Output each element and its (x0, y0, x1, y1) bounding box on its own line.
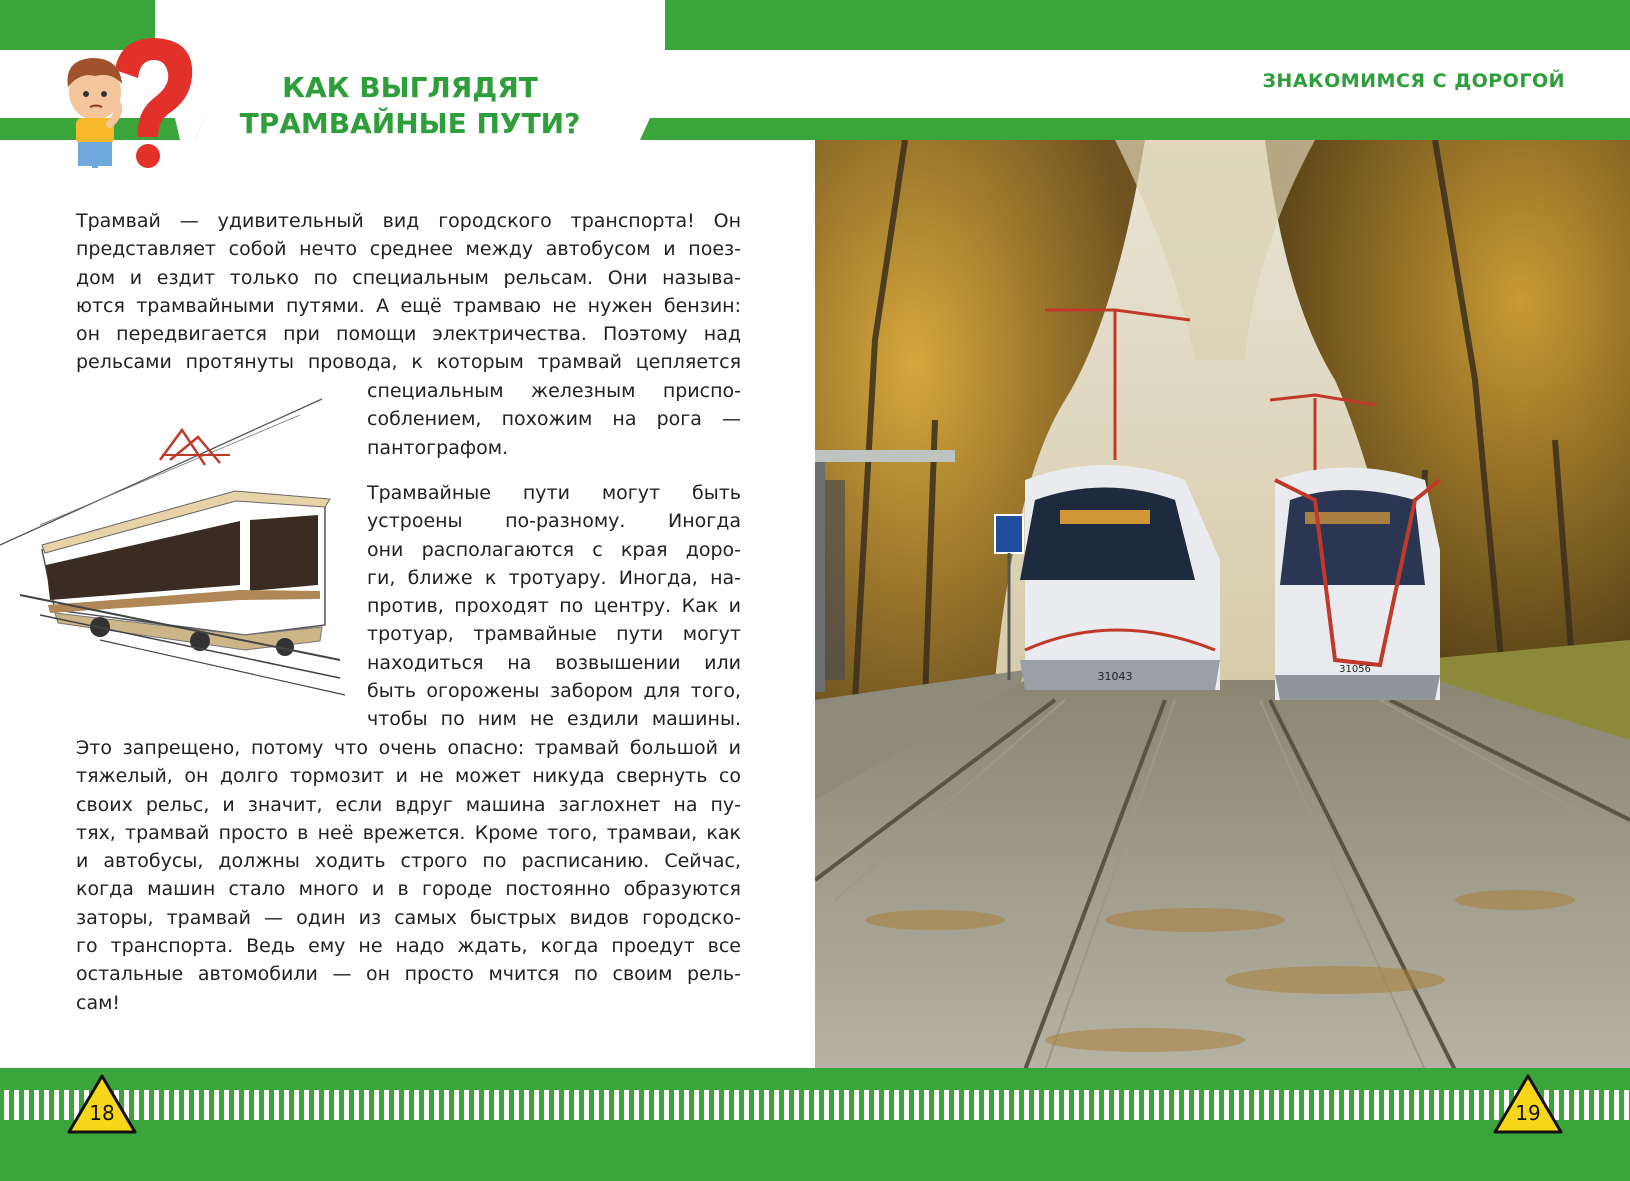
footer-stripe (1284, 1090, 1289, 1120)
footer-stripe (574, 1090, 579, 1120)
text-line: остальные автомобили — он просто мчится по своим рель- (76, 963, 741, 986)
footer-stripe (394, 1090, 399, 1120)
footer-stripe (944, 1090, 949, 1120)
footer-stripe (374, 1090, 379, 1120)
footer-stripe (1454, 1090, 1459, 1120)
footer-stripe (1384, 1090, 1389, 1120)
footer-stripe (1044, 1090, 1049, 1120)
footer-stripe (444, 1090, 449, 1120)
footer-stripe (404, 1090, 409, 1120)
footer-stripe (514, 1090, 519, 1120)
footer-stripe (1204, 1090, 1209, 1120)
footer-stripe (1434, 1090, 1439, 1120)
footer-stripe (614, 1090, 619, 1120)
page-title (205, 70, 615, 142)
footer-stripe (1124, 1090, 1129, 1120)
footer-stripe (224, 1090, 229, 1120)
footer-stripe (1104, 1090, 1109, 1120)
footer-stripe (1194, 1090, 1199, 1120)
footer-stripe (954, 1090, 959, 1120)
footer-stripe (1464, 1090, 1469, 1120)
footer-stripe (934, 1090, 939, 1120)
footer-stripe (1604, 1090, 1609, 1120)
footer-stripe (794, 1090, 799, 1120)
text-line: когда машин стало много и в городе постоянно образуются (76, 878, 741, 901)
footer-stripe (1174, 1090, 1179, 1120)
question-boy-icon (50, 32, 200, 177)
footer-stripe (1624, 1090, 1629, 1120)
footer-stripe (914, 1090, 919, 1120)
footer-stripe (1024, 1090, 1029, 1120)
footer-stripe (434, 1090, 439, 1120)
tram-left-number: 31043 (1097, 670, 1133, 683)
footer-stripe (734, 1090, 739, 1120)
tram-illustration (0, 395, 360, 710)
paragraph-2-continued (76, 734, 741, 1017)
footer-stripe (354, 1090, 359, 1120)
footer-stripe (1164, 1090, 1169, 1120)
footer-stripe (1144, 1090, 1149, 1120)
footer-stripe (764, 1090, 769, 1120)
text-line: чтобы по ним не ездили машины. (367, 708, 741, 731)
footer-stripe (964, 1090, 969, 1120)
footer-stripe (1274, 1090, 1279, 1120)
footer-stripe (324, 1090, 329, 1120)
text-line: заторы, трамвай — один из самых быстрых видов городско- (76, 906, 741, 929)
footer-stripe (1084, 1090, 1089, 1120)
footer-stripe (884, 1090, 889, 1120)
footer-stripe (704, 1090, 709, 1120)
footer-stripe (1294, 1090, 1299, 1120)
footer-stripe (1354, 1090, 1359, 1120)
footer-stripe (654, 1090, 659, 1120)
footer-stripe (464, 1090, 469, 1120)
footer-stripe (1584, 1090, 1589, 1120)
text-line: Трамвай — удивительный вид городского транспорта! Он (76, 210, 741, 232)
footer-stripe (1404, 1090, 1409, 1120)
footer-stripe (364, 1090, 369, 1120)
text-line: ются трамвайными путями. А ещё трамваю не нужен бензин: (76, 294, 741, 317)
footer-stripe (744, 1090, 749, 1120)
footer-stripe (254, 1090, 259, 1120)
footer-stripe (1114, 1090, 1119, 1120)
text-line: своих рельс, и значит, если вдруг машина заглохнет на пу- (76, 793, 741, 816)
footer-stripe (34, 1090, 39, 1120)
text-line: пантографом. (367, 436, 509, 459)
footer-stripe (1554, 1090, 1559, 1120)
footer-stripe (1374, 1090, 1379, 1120)
footer-stripe (1444, 1090, 1449, 1120)
footer-stripe (1004, 1090, 1009, 1120)
footer-stripe (924, 1090, 929, 1120)
footer-stripe (1054, 1090, 1059, 1120)
footer-stripe (214, 1090, 219, 1120)
footer-stripe (624, 1090, 629, 1120)
footer-stripe (1594, 1090, 1599, 1120)
text-line: он передвигается при помощи электричества. Поэтому над (76, 323, 741, 346)
footer-stripe (1394, 1090, 1399, 1120)
footer-stripe (534, 1090, 539, 1120)
footer-stripe (24, 1090, 29, 1120)
footer-stripe (194, 1090, 199, 1120)
footer-stripe (714, 1090, 719, 1120)
footer-stripe (564, 1090, 569, 1120)
footer-stripe (134, 1090, 139, 1120)
footer-stripe (1304, 1090, 1309, 1120)
footer-stripe (304, 1090, 309, 1120)
footer-stripe (1314, 1090, 1319, 1120)
footer-stripe (204, 1090, 209, 1120)
footer-stripe (344, 1090, 349, 1120)
footer-stripe (754, 1090, 759, 1120)
footer-stripe (14, 1090, 19, 1120)
footer-stripe (244, 1090, 249, 1120)
section-label: ЗНАКОМИМСЯ С ДОРОГОЙ (1262, 70, 1565, 92)
footer-stripe (1564, 1090, 1569, 1120)
footer-stripe (1494, 1090, 1499, 1120)
footer-stripe (174, 1090, 179, 1120)
footer-stripe (774, 1090, 779, 1120)
footer-stripe (484, 1090, 489, 1120)
footer-stripe (1014, 1090, 1019, 1120)
footer-stripe (874, 1090, 879, 1120)
footer-stripe (1414, 1090, 1419, 1120)
footer-stripe (1344, 1090, 1349, 1120)
footer-stripe (1214, 1090, 1219, 1120)
text-line: и автобусы, должны ходить строго по расписанию. Сейчас, (76, 850, 741, 873)
footer-stripe (284, 1090, 289, 1120)
footer-stripe (334, 1090, 339, 1120)
footer-stripe (1574, 1090, 1579, 1120)
footer-stripe (674, 1090, 679, 1120)
footer-stripe (454, 1090, 459, 1120)
footer-stripe (1154, 1090, 1159, 1120)
footer-stripe (604, 1090, 609, 1120)
footer-stripe (894, 1090, 899, 1120)
footer-stripe (1234, 1090, 1239, 1120)
footer-stripe (984, 1090, 989, 1120)
footer-stripe (634, 1090, 639, 1120)
footer-stripe (1264, 1090, 1269, 1120)
footer-band (0, 1068, 1630, 1181)
footer-stripe (524, 1090, 529, 1120)
footer-stripe (1134, 1090, 1139, 1120)
footer-stripe (1074, 1090, 1079, 1120)
text-line: они располагаются с края доро- (367, 538, 741, 561)
text-line: устроены по-разному. Иногда (367, 510, 741, 533)
footer-stripe (834, 1090, 839, 1120)
footer-stripe (64, 1090, 69, 1120)
footer-stripe (184, 1090, 189, 1120)
footer-stripe (1614, 1090, 1619, 1120)
footer-stripe (864, 1090, 869, 1120)
footer-stripe (1474, 1090, 1479, 1120)
footer-stripe (1424, 1090, 1429, 1120)
footer-stripe (1484, 1090, 1489, 1120)
footer-stripe (504, 1090, 509, 1120)
footer-stripe (1244, 1090, 1249, 1120)
footer-stripe (384, 1090, 389, 1120)
text-line: специальным железным приспо- (367, 380, 741, 402)
footer-stripe (1184, 1090, 1189, 1120)
paragraph-2 (367, 479, 741, 734)
footer-stripe (1224, 1090, 1229, 1120)
footer-stripe (474, 1090, 479, 1120)
footer-stripe (414, 1090, 419, 1120)
text-line: Это запрещено, потому что очень опасно: трамвай большой и (76, 737, 741, 759)
footer-stripe (424, 1090, 429, 1120)
footer-stripe (974, 1090, 979, 1120)
footer-stripe (1334, 1090, 1339, 1120)
footer-stripe (4, 1090, 9, 1120)
footer-stripe (1034, 1090, 1039, 1120)
paragraph-1-tail (367, 377, 741, 462)
title-line-1: КАК ВЫГЛЯДЯТ (282, 71, 538, 104)
text-line: Трамвайные пути могут быть (367, 482, 741, 504)
text-line: представляет собой нечто среднее между автобусом и поез- (76, 238, 741, 261)
title-line-2: ТРАМВАЙНЫЕ ПУТИ? (239, 107, 581, 140)
paragraph-1 (76, 207, 741, 377)
text-line: тях, трамвай просто в неё врежется. Кроме того, трамваи, как (76, 821, 741, 844)
footer-stripe (804, 1090, 809, 1120)
text-line: го транспорта. Ведь ему не надо ждать, когда проедут все (76, 935, 741, 958)
footer-stripe (644, 1090, 649, 1120)
footer-stripe (584, 1090, 589, 1120)
text-line: ги, ближе к тротуару. Иногда, на- (367, 566, 741, 589)
page-number-left: 18 (89, 1101, 115, 1125)
footer-stripe (294, 1090, 299, 1120)
text-line: рельсами протянуты провода, к которым трамвай цепляется (76, 351, 741, 374)
footer-stripe (694, 1090, 699, 1120)
footer-stripe (664, 1090, 669, 1120)
text-line: находиться на возвышении или (367, 651, 741, 674)
footer-stripe (544, 1090, 549, 1120)
footer-stripe (854, 1090, 859, 1120)
footer-stripe (814, 1090, 819, 1120)
footer-stripe (554, 1090, 559, 1120)
footer-stripe (844, 1090, 849, 1120)
footer-stripe (264, 1090, 269, 1120)
footer-stripe (274, 1090, 279, 1120)
footer-stripe (1254, 1090, 1259, 1120)
text-line: тяжелый, он долго тормозит и не может никуда свернуть со (76, 765, 741, 788)
footer-stripe (1324, 1090, 1329, 1120)
tram-photo (815, 140, 1630, 1070)
footer-stripe (904, 1090, 909, 1120)
footer-stripe (994, 1090, 999, 1120)
page-number-right: 19 (1515, 1101, 1541, 1125)
footer-stripe (1094, 1090, 1099, 1120)
footer-stripe (1364, 1090, 1369, 1120)
footer-stripe (44, 1090, 49, 1120)
footer-stripe (164, 1090, 169, 1120)
footer-stripe (1064, 1090, 1069, 1120)
footer-stripe (784, 1090, 789, 1120)
footer-stripe (494, 1090, 499, 1120)
footer-stripe (684, 1090, 689, 1120)
text-line: быть огорожены забором для того, (367, 680, 741, 703)
text-line: дом и ездит только по специальным рельсам. Они называ- (76, 266, 741, 289)
text-line: соблением, похожим на рога — (367, 408, 741, 431)
footer-stripe (724, 1090, 729, 1120)
tram-right-number: 31056 (1339, 664, 1371, 675)
footer-stripe (594, 1090, 599, 1120)
text-line: тротуар, трамвайные пути могут (367, 623, 741, 646)
text-line: против, проходят по центру. Как и (367, 595, 741, 618)
footer-stripe (54, 1090, 59, 1120)
footer-stripe (824, 1090, 829, 1120)
footer-stripe (154, 1090, 159, 1120)
text-line: сам! (76, 991, 121, 1014)
footer-stripe (234, 1090, 239, 1120)
footer-stripe (144, 1090, 149, 1120)
footer-stripe (314, 1090, 319, 1120)
